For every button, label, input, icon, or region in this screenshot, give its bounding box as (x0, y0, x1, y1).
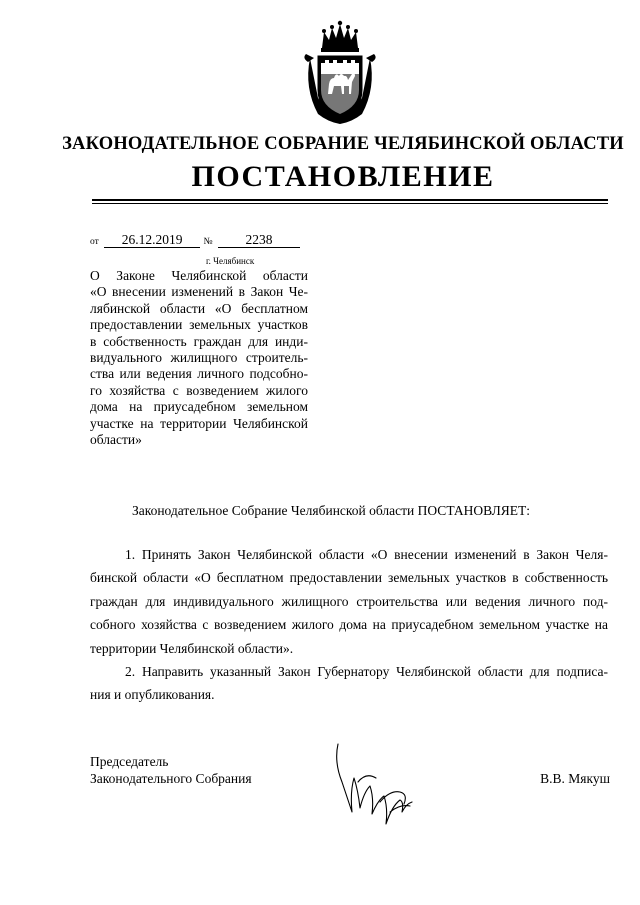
subject-line: видуального жилищного строитель- (90, 349, 308, 365)
body-line: бинской области «О бесплатном предоставлении земельных участков в собственность (90, 570, 608, 586)
subject-line: лябинской области «О бесплатном (90, 300, 308, 316)
organization-title: ЗАКОНОДАТЕЛЬНОЕ СОБРАНИЕ ЧЕЛЯБИНСКОЙ ОБЛАСТИ (62, 134, 624, 154)
body-line: 1. Принять Закон Челябинской области «О внесении изменений в Закон Челя- (125, 547, 608, 562)
subject-line: в собственность граждан для инди- (90, 333, 308, 349)
subject-line: дома на приусадебном земельном (90, 399, 308, 415)
header-divider-thick (92, 199, 608, 201)
subject-line: ства или ведения личного подсобно- (90, 366, 308, 382)
document-meta (90, 232, 300, 248)
subject-line: го хозяйства с возведением жилого (90, 382, 308, 398)
coat-of-arms-emblem (300, 18, 380, 126)
body-line: ния и опубликования. (90, 687, 215, 703)
header-divider-thin (92, 203, 608, 204)
signatory-title-line: Председатель (90, 754, 169, 769)
subject-line: предоставлении земельных участков (90, 317, 308, 333)
body-line: территории Челябинской области». (90, 640, 294, 656)
document-number: 2238 (218, 233, 300, 248)
date-prefix: от (90, 237, 99, 247)
subject-line: О Законе Челябинской области (90, 268, 308, 283)
handwritten-signature (330, 742, 425, 832)
body-line: собного хозяйства с возведением жилого дома на приусадебном земельном участке на (90, 617, 608, 633)
document-subject (90, 268, 308, 448)
document-date: 26.12.2019 (104, 233, 200, 248)
document-city: г. Челябинск (206, 256, 255, 266)
resolution-body (90, 543, 608, 707)
body-line: граждан для индивидуального жилищного строительства или ведения личного под- (90, 593, 608, 609)
subject-line: «О внесении изменений в Закон Че- (90, 284, 308, 300)
preamble: Законодательное Собрание Челябинской области ПОСТАНОВЛЯЕТ: (131, 503, 531, 518)
signatory-title-line: Законодательного Собрания (90, 770, 252, 786)
subject-line: области» (90, 431, 142, 447)
signatory-name: В.В. Мякуш (540, 771, 610, 786)
signatory-title (90, 754, 252, 787)
subject-line: участке на территории Челябинской (90, 415, 308, 431)
number-prefix: № (203, 237, 213, 247)
document-type-heading: ПОСТАНОВЛЕНИЕ (191, 160, 495, 193)
body-line: 2. Направить указанный Закон Губернатору Челябинской области для подписа- (125, 664, 608, 680)
